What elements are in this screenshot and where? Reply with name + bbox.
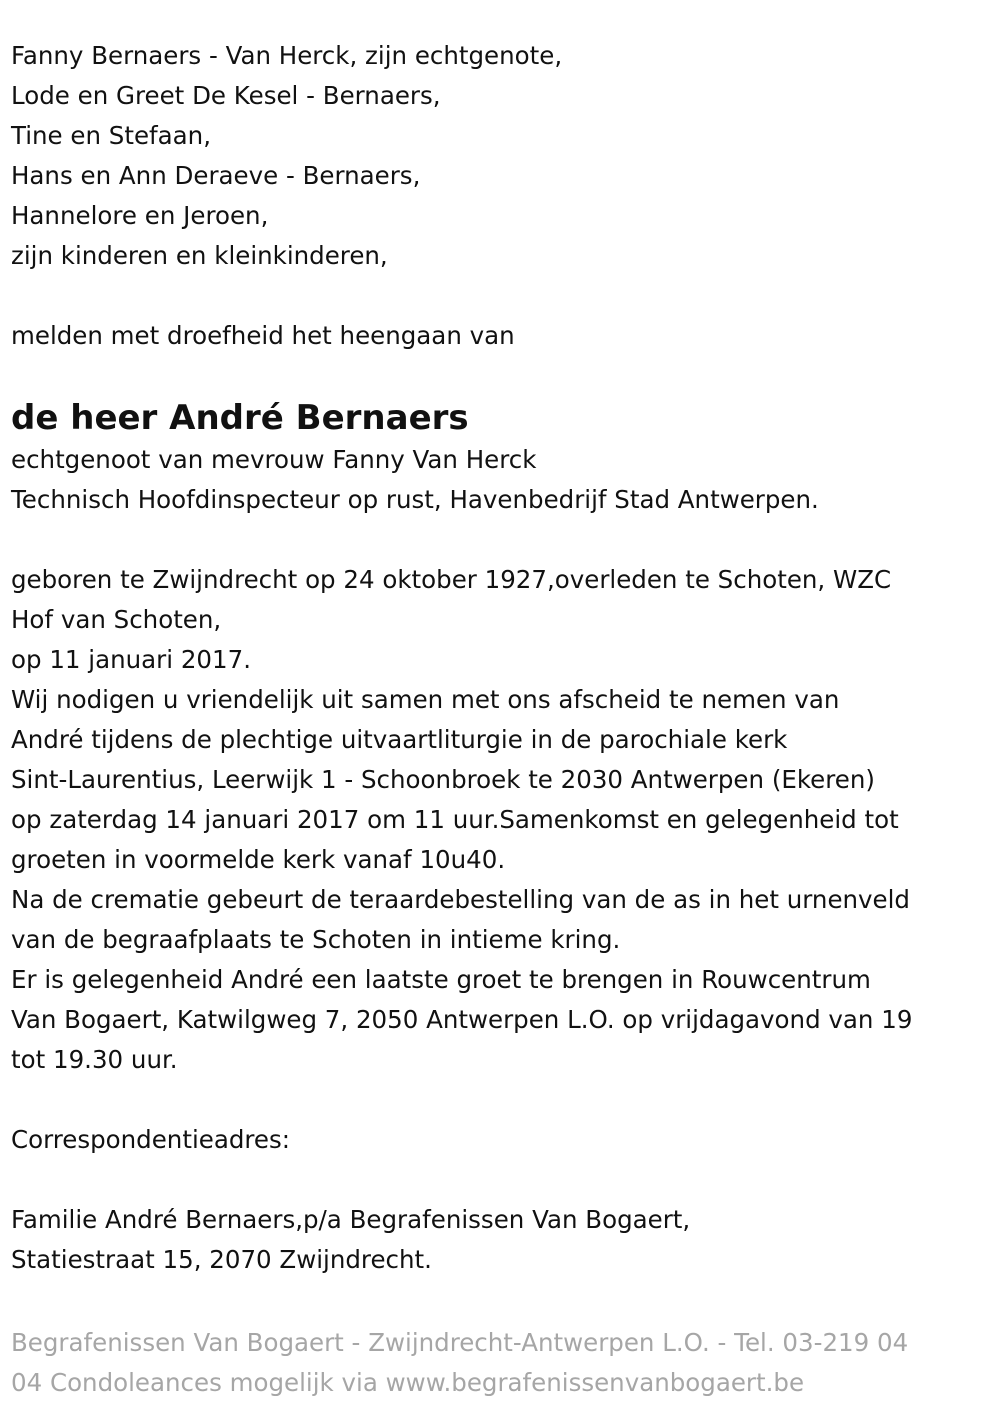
address-line: Statiestraat 15, 2070 Zwijndrecht. [11,1245,432,1274]
details-line: op zaterdag 14 januari 2017 om 11 uur.Samenkomst en gelegenheid tot [11,805,899,834]
details-line: Van Bogaert, Katwilgweg 7, 2050 Antwerpen L.O. op vrijdagavond van 19 [11,1005,913,1034]
details-line: tot 19.30 uur. [11,1045,178,1074]
details-line: Hof van Schoten, [11,605,222,634]
funeral-home-footer [11,1323,991,1403]
family-line: zijn kinderen en kleinkinderen, [11,241,388,270]
correspondence-address [11,1200,991,1280]
spacer [11,356,991,396]
family-line: Lode en Greet De Kesel - Bernaers, [11,81,441,110]
details-line: op 11 januari 2017. [11,645,251,674]
family-line: Hans en Ann Deraeve - Bernaers, [11,161,421,190]
details-line: André tijdens de plechtige uitvaartliturgie in de parochiale kerk [11,725,788,754]
spacer [11,1160,991,1200]
details-line: geboren te Zwijndrecht op 24 oktober 1927,overleden te Schoten, WZC [11,565,892,594]
spacer [11,1080,991,1120]
footer-line: Begrafenissen Van Bogaert - Zwijndrecht-Antwerpen L.O. - Tel. 03-219 04 [11,1328,909,1357]
details-line: Er is gelegenheid André een laatste groet te brengen in Rouwcentrum [11,965,871,994]
correspondence-label: Correspondentieadres: [11,1125,291,1154]
footer-line: 04 Condoleances mogelijk via www.begrafenissenvanbogaert.be [11,1368,805,1397]
family-line: Tine en Stefaan, [11,121,211,150]
deceased-spouse: echtgenoot van mevrouw Fanny Van Herck [11,445,537,474]
announcement-text: melden met droefheid het heengaan van [11,321,515,350]
deceased-name: de heer André Bernaers [11,398,469,438]
family-list [11,36,991,276]
family-line: Hannelore en Jeroen, [11,201,269,230]
deceased-profession: Technisch Hoofdinspecteur op rust, Havenbedrijf Stad Antwerpen. [11,485,819,514]
obituary-content [11,36,991,1280]
details-line: Na de crematie gebeurt de teraardebestelling van de as in het urnenveld [11,885,910,914]
family-line: Fanny Bernaers - Van Herck, zijn echtgenote, [11,41,563,70]
spacer [11,520,991,560]
address-line: Familie André Bernaers,p/a Begrafenissen Van Bogaert, [11,1205,691,1234]
details-line: Wij nodigen u vriendelijk uit samen met ons afscheid te nemen van [11,685,840,714]
spacer [11,276,991,316]
details-line: Sint-Laurentius, Leerwijk 1 - Schoonbroek te 2030 Antwerpen (Ekeren) [11,765,875,794]
details-line: groeten in voormelde kerk vanaf 10u40. [11,845,506,874]
details-block [11,560,991,1080]
details-line: van de begraafplaats te Schoten in intieme kring. [11,925,621,954]
